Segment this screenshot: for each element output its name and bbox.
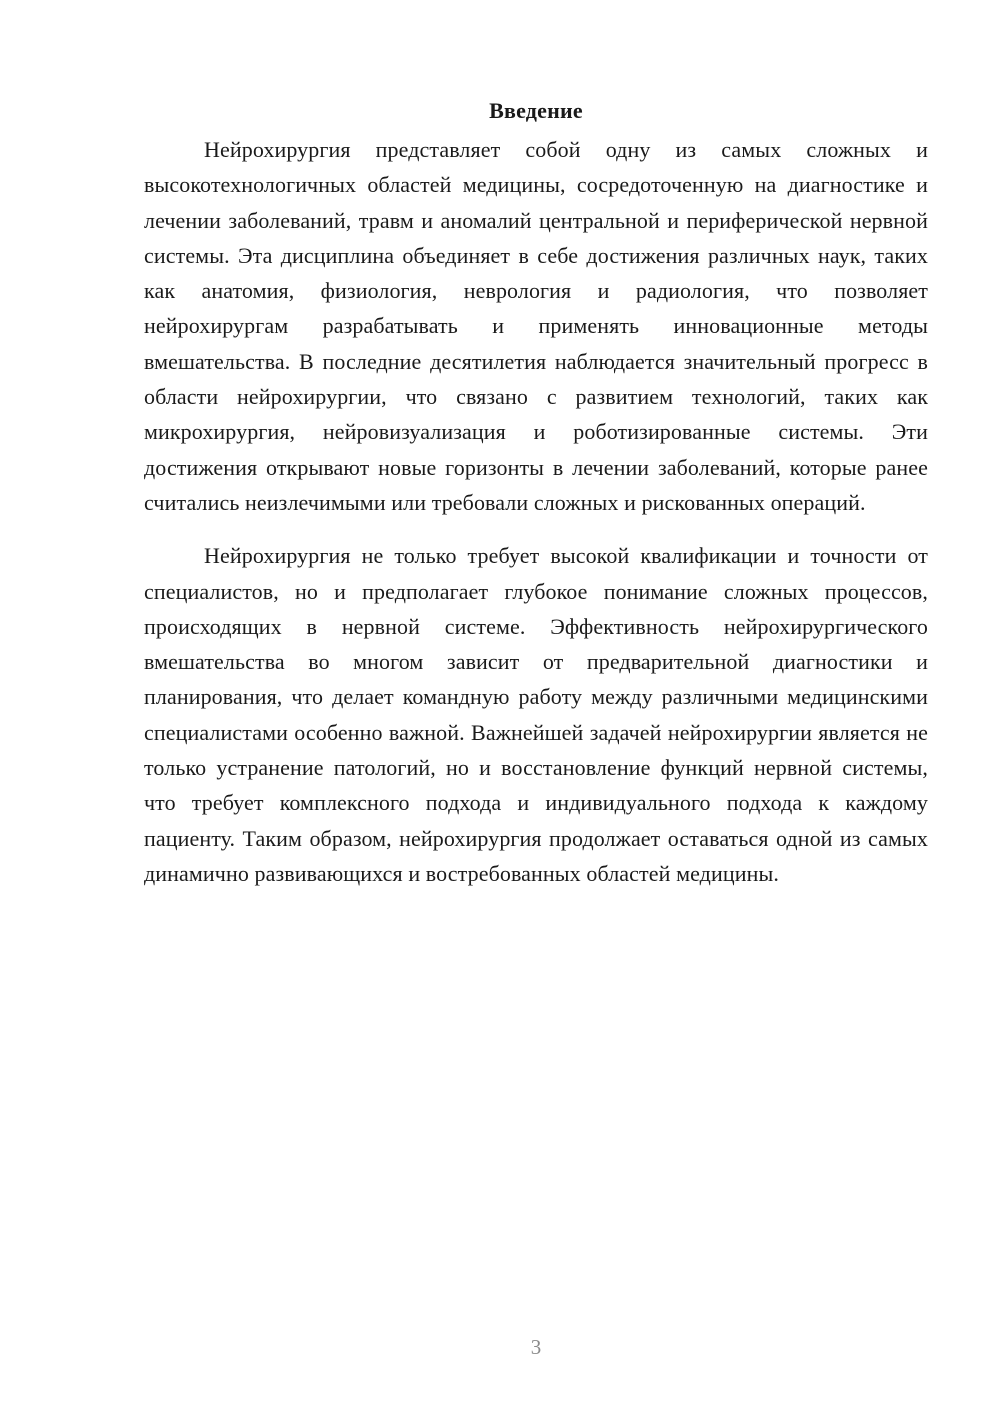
page-number: 3 <box>530 1335 542 1359</box>
paragraph-2: Нейрохирургия не только требует высокой квалификации и точности от специалистов, но и предполагает глубокое понимание сложных процессов, происходящих в нервной системе. Эффективность нейрохирургического вмешательства во многом зависит от предварительной диагностики и планирования, что делает командную работу между различными медицинскими специалистами особенно важной. Важнейшей задачей нейрохирургии является не только устранение патологий, но и восстановление функций нервной системы, что требует комплексного подхода и индивидуального подхода к каждому пациенту. Таким образом, нейрохирургия продолжает оставаться одной из самых динамично развивающихся и востребованных областей медицины. <box>144 543 928 886</box>
text-body <box>144 95 928 891</box>
page-title: Введение <box>489 98 583 123</box>
paragraph-1: Нейрохирургия представляет собой одну из самых сложных и высокотехнологичных областей медицины, сосредоточенную на диагностике и лечении заболеваний, травм и аномалий центральной и периферической нервной системы. Эта дисциплина объединяет в себе достижения различных наук, таких как анатомия, физиология, неврология и радиология, что позволяет нейрохирургам разрабатывать и применять инновационные методы вмешательства. В последние десятилетия наблюдается значительный прогресс в области нейрохирургии, что связано с развитием технологий, таких как микрохирургия, нейровизуализация и роботизированные системы. Эти достижения открывают новые горизонты в лечении заболеваний, которые ранее считались неизлечимыми или требовали сложных и рискованных операций. <box>144 137 928 515</box>
